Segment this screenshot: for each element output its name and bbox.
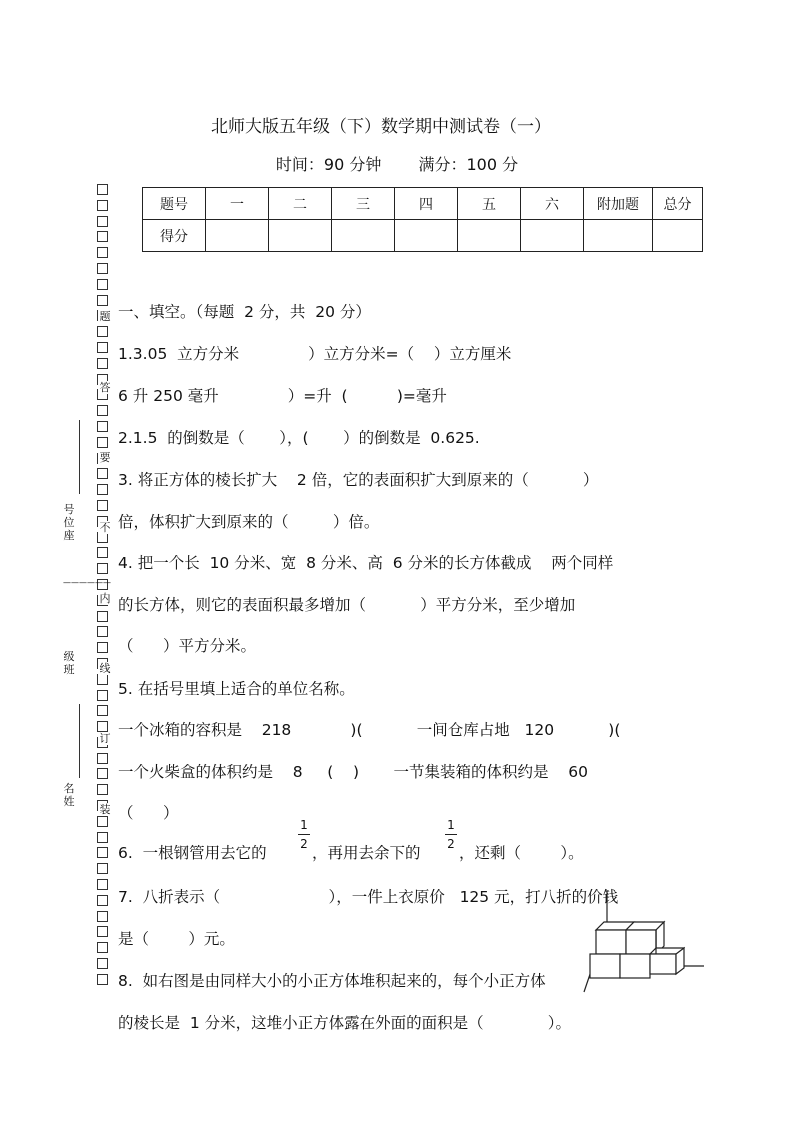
score-cell[interactable] xyxy=(395,220,458,252)
seal-box xyxy=(97,611,108,622)
score-header-cell: 题号 xyxy=(143,188,206,220)
score-table-header-row xyxy=(143,188,703,220)
seal-box xyxy=(97,437,108,448)
cube-front-face xyxy=(650,954,676,974)
score-table xyxy=(142,187,703,252)
seal-box xyxy=(97,705,108,716)
seal-box xyxy=(97,216,108,227)
question-4c: （ ）平方分米。 xyxy=(118,637,257,655)
seal-box xyxy=(97,895,108,906)
seal-char: 内 xyxy=(99,592,111,605)
seal-box xyxy=(97,279,108,290)
exam-time: 时间：90 分钟 xyxy=(275,155,382,174)
seal-box xyxy=(97,879,108,890)
seal-box xyxy=(97,816,108,827)
seal-box xyxy=(97,200,108,211)
score-cell[interactable] xyxy=(584,220,653,252)
seal-box xyxy=(97,263,108,274)
fraction-denominator: 2 xyxy=(300,837,308,851)
name-line xyxy=(79,704,80,778)
fraction-numerator: 1 xyxy=(447,818,455,832)
question-4a: 4. 把一个长 10 分米、宽 8 分米、高 6 分米的长方体截成 两个同样 xyxy=(118,554,614,572)
question-5c: （ ） xyxy=(118,804,179,822)
seal-box xyxy=(97,405,108,416)
score-header-cell: 附加题 xyxy=(584,188,653,220)
seal-box xyxy=(97,768,108,779)
score-cell[interactable] xyxy=(206,220,269,252)
class-label: 级班 xyxy=(63,650,75,676)
seal-box xyxy=(97,721,108,732)
stacked-cubes-figure xyxy=(576,888,706,998)
exam-subtitle xyxy=(0,152,794,175)
score-cell[interactable] xyxy=(269,220,332,252)
seal-char: 答 xyxy=(99,381,111,394)
seat-line xyxy=(79,420,80,494)
fraction-denominator: 2 xyxy=(447,837,455,851)
question-6-part3: ，还剩（ ）。 xyxy=(459,844,584,862)
fraction-numerator: 1 xyxy=(300,818,308,832)
seal-box xyxy=(97,500,108,511)
seal-char: 装 xyxy=(99,803,111,816)
seal-box xyxy=(97,642,108,653)
seal-box xyxy=(97,547,108,558)
section-heading: 一、填空。（每题 2 分，共 20 分） xyxy=(118,303,371,321)
score-header-cell: 五 xyxy=(458,188,521,220)
seal-box xyxy=(97,563,108,574)
score-cell[interactable] xyxy=(653,220,703,252)
seal-box xyxy=(97,674,108,685)
seal-box xyxy=(97,911,108,922)
score-header-cell: 四 xyxy=(395,188,458,220)
seal-box xyxy=(97,358,108,369)
question-1b: 6 升 250 毫升 ）=升 ( )=毫升 xyxy=(118,387,447,405)
score-cell[interactable] xyxy=(521,220,584,252)
score-header-cell: 三 xyxy=(332,188,395,220)
seal-box xyxy=(97,342,108,353)
cube-front-face xyxy=(626,930,656,954)
question-5: 5. 在括号里填上适合的单位名称。 xyxy=(118,680,355,698)
seal-box xyxy=(97,847,108,858)
question-5b: 一个火柴盒的体积约是 8 ( ) 一节集装箱的体积约是 60 xyxy=(118,763,588,781)
seat-label: 号位座 xyxy=(63,503,75,542)
seal-box xyxy=(97,784,108,795)
score-cell[interactable] xyxy=(458,220,521,252)
seal-char: 不 xyxy=(99,521,111,534)
score-table-score-row xyxy=(143,220,703,252)
seal-box xyxy=(97,184,108,195)
score-header-cell: 一 xyxy=(206,188,269,220)
seal-box xyxy=(97,753,108,764)
exam-title: 北师大版五年级（下）数学期中测试卷（一） xyxy=(211,117,551,137)
question-8a: 8. 如右图是由同样大小的小正方体堆积起来的，每个小正方体 xyxy=(118,972,546,990)
cube-front-face xyxy=(596,930,626,954)
exam-full-score: 满分：100 分 xyxy=(418,155,519,174)
seal-box xyxy=(97,326,108,337)
name-label: 名姓 xyxy=(63,782,75,808)
seal-char: 订 xyxy=(99,732,111,745)
seal-box xyxy=(97,626,108,637)
seal-box xyxy=(97,231,108,242)
seal-box xyxy=(97,974,108,985)
question-3b: 倍，体积扩大到原来的（ ）倍。 xyxy=(118,513,380,531)
cube-front-face xyxy=(620,954,650,978)
seal-box xyxy=(97,421,108,432)
fraction-bar xyxy=(298,834,310,835)
seal-box xyxy=(97,484,108,495)
question-7b: 是（ ）元。 xyxy=(118,930,235,948)
question-7a: 7. 八折表示（ ），一件上衣原价 125 元，打八折的价钱 xyxy=(118,888,619,906)
fraction-one-half xyxy=(445,818,457,851)
seal-box xyxy=(97,247,108,258)
fraction-one-half xyxy=(298,818,310,851)
question-6-part1: 6. 一根钢管用去它的 xyxy=(118,844,267,862)
score-row-label: 得分 xyxy=(143,220,206,252)
seal-box xyxy=(97,832,108,843)
cube-front-face xyxy=(590,954,620,978)
seal-box xyxy=(97,690,108,701)
seal-char: 线 xyxy=(99,662,111,675)
score-cell[interactable] xyxy=(332,220,395,252)
seal-box xyxy=(97,942,108,953)
seal-box xyxy=(97,926,108,937)
seal-char: 要 xyxy=(99,451,111,464)
class-dash-line: —————— xyxy=(63,578,111,587)
question-3a: 3. 将正方体的棱长扩大 2 倍，它的表面积扩大到原来的（ ） xyxy=(118,471,599,489)
score-header-cell: 总分 xyxy=(653,188,703,220)
seal-char: 题 xyxy=(99,310,111,323)
question-2: 2.1.5 的倒数是（ ），( ）的倒数是 0.625. xyxy=(118,429,480,447)
question-6-part2: ，再用去余下的 xyxy=(312,844,421,862)
question-8b: 的棱长是 1 分米，这堆小正方体露在外面的面积是（ ）。 xyxy=(118,1014,571,1032)
seal-box xyxy=(97,295,108,306)
score-header-cell: 二 xyxy=(269,188,332,220)
seal-box xyxy=(97,468,108,479)
question-5a: 一个冰箱的容积是 218 )( 一间仓库占地 120 )( xyxy=(118,721,621,739)
question-1a: 1.3.05 立方分米 ）立方分米=（ ）立方厘米 xyxy=(118,345,512,363)
fraction-bar xyxy=(445,834,457,835)
seal-box xyxy=(97,863,108,874)
score-header-cell: 六 xyxy=(521,188,584,220)
question-4b: 的长方体，则它的表面积最多增加（ ）平方分米，至少增加 xyxy=(118,596,576,614)
seal-box xyxy=(97,958,108,969)
